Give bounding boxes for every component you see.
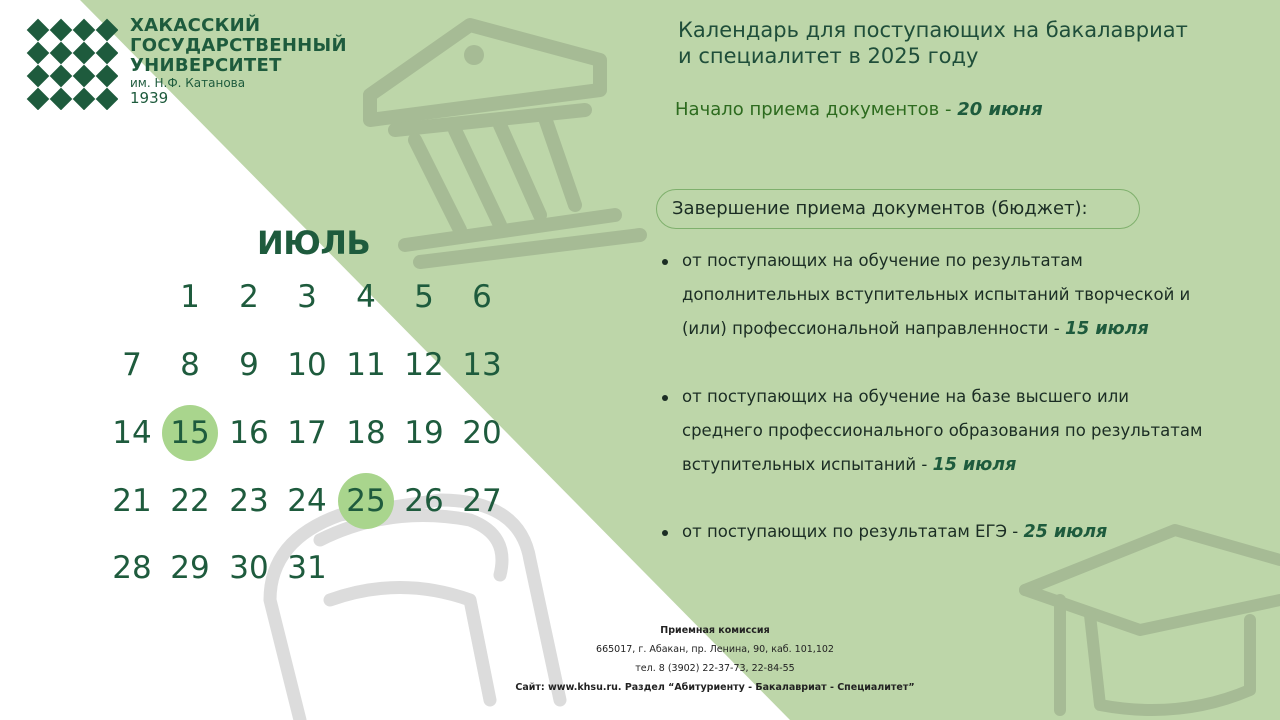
- logo-diamond: [50, 65, 73, 88]
- calendar-day-highlighted: 15: [162, 405, 218, 461]
- logo-diamond: [27, 42, 50, 65]
- deadline-item-text: дополнительных вступительных испытаний творческой и: [682, 285, 1191, 304]
- deadline-item-date: 25 июля: [1023, 522, 1108, 542]
- calendar-day: 22: [170, 483, 210, 519]
- footer-phone: тел. 8 (3902) 22-37-73, 22-84-55: [635, 663, 795, 674]
- deadline-item-date: 15 июля: [932, 455, 1017, 475]
- university-name-line1: ХАКАССКИЙ: [130, 15, 261, 36]
- calendar-day: 8: [180, 347, 200, 383]
- calendar-day: 30: [229, 550, 269, 586]
- footer-site: Сайт: www.khsu.ru. Раздел “Абитуриенту - Бакалавриат - Специалитет”: [515, 682, 915, 693]
- calendar-day: 23: [229, 483, 269, 519]
- deadline-heading: Завершение приема документов (бюджет):: [656, 189, 1140, 229]
- calendar-day-highlighted: 25: [338, 473, 394, 529]
- calendar-day: 7: [122, 347, 142, 383]
- university-name-line3: УНИВЕРСИТЕТ: [130, 55, 282, 76]
- contact-footer: [440, 621, 990, 697]
- calendar-day: 2: [239, 279, 259, 315]
- admission-start-label: Начало приема документов -: [675, 99, 952, 120]
- deadline-item-date: 15 июля: [1064, 319, 1149, 339]
- deadline-item-text: (или) профессиональной направленности - 15 июля: [682, 319, 1149, 339]
- logo-diamond: [73, 19, 96, 42]
- logo-diamond: [50, 19, 73, 42]
- calendar-day: 21: [112, 483, 152, 519]
- calendar-day: 29: [170, 550, 210, 586]
- calendar-day: 28: [112, 550, 152, 586]
- admission-start-date: 20 июня: [957, 99, 1043, 120]
- logo-diamond: [27, 19, 50, 42]
- deadline-item-text: среднего профессионального образования по результатам: [682, 421, 1203, 440]
- bullet-dot: [662, 259, 668, 265]
- calendar-day: 6: [472, 279, 492, 315]
- university-logo-mark: [26, 18, 118, 110]
- calendar-day: 1: [180, 279, 200, 315]
- calendar-day: 19: [404, 415, 444, 451]
- deadline-item-text: от поступающих на обучение на базе высшего или: [682, 387, 1130, 406]
- bank-building-dot: [464, 45, 484, 65]
- university-namesake: им. Н.Ф. Катанова: [130, 76, 246, 90]
- deadline-item-text: от поступающих на обучение по результатам: [682, 251, 1083, 270]
- calendar-day: 13: [462, 347, 502, 383]
- admission-start: [675, 99, 1043, 120]
- bullet-dot: [662, 530, 668, 536]
- university-name-line2: ГОСУДАРСТВЕННЫЙ: [130, 35, 347, 56]
- logo-diamond: [27, 65, 50, 88]
- calendar-day: 9: [239, 347, 259, 383]
- deadline-item: [662, 380, 1252, 482]
- logo-diamond: [50, 88, 73, 110]
- logo-diamond: [27, 88, 50, 110]
- calendar-day: 17: [287, 415, 327, 451]
- logo-diamond: [96, 42, 118, 65]
- footer-org: Приемная комиссия: [660, 625, 770, 636]
- calendar-day: 24: [287, 483, 327, 519]
- deadline-item-text: вступительных испытаний - 15 июля: [682, 455, 1017, 475]
- calendar-day: 27: [462, 483, 502, 519]
- page-title: Календарь для поступающих на бакалавриат и специалитет в 2025 году: [678, 18, 1188, 68]
- calendar-day: 10: [287, 347, 327, 383]
- calendar-day: 12: [404, 347, 444, 383]
- logo-diamond: [96, 88, 118, 110]
- calendar-day: 3: [297, 279, 317, 315]
- bullet-dot: [662, 395, 668, 401]
- logo-diamond: [96, 65, 118, 88]
- calendar-day: 26: [404, 483, 444, 519]
- university-name: [130, 16, 347, 107]
- deadline-item: [662, 244, 1252, 346]
- calendar-month: ИЮЛЬ: [257, 224, 371, 262]
- university-founding-year: 1939: [130, 89, 169, 107]
- logo-diamond: [96, 19, 118, 42]
- calendar-day: 16: [229, 415, 269, 451]
- logo-diamond: [73, 65, 96, 88]
- deadline-item-text: от поступающих по результатам ЕГЭ - 25 июля: [682, 522, 1108, 542]
- calendar-day: 31: [287, 550, 327, 586]
- logo-diamond: [50, 42, 73, 65]
- calendar-day: 4: [356, 279, 376, 315]
- calendar-day: 14: [112, 415, 152, 451]
- calendar-day: 20: [462, 415, 502, 451]
- logo-diamond: [73, 42, 96, 65]
- footer-address: 665017, г. Абакан, пр. Ленина, 90, каб. 101,102: [596, 644, 834, 655]
- calendar-day: 5: [414, 279, 434, 315]
- calendar-day: 18: [346, 415, 386, 451]
- deadline-item: [662, 515, 1252, 549]
- logo-diamond: [73, 88, 96, 110]
- calendar-day: 11: [346, 347, 386, 383]
